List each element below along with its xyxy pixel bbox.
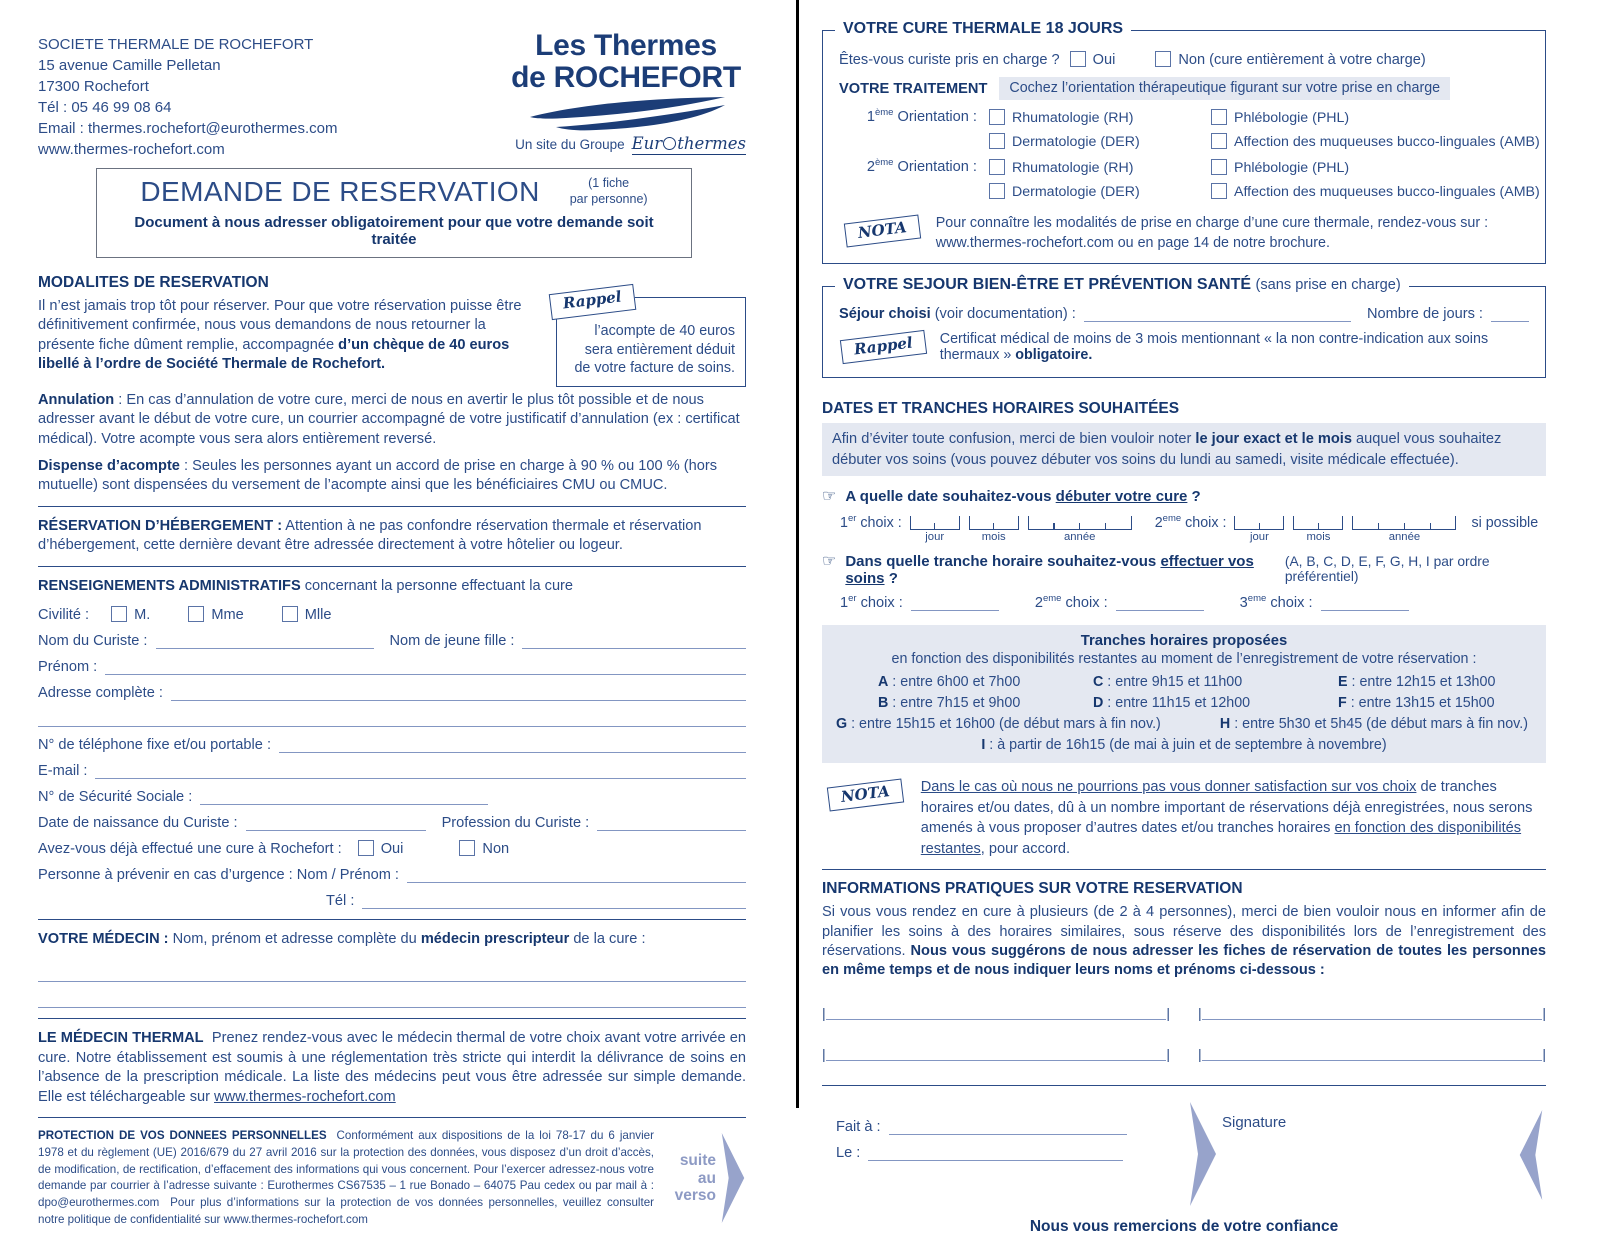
jeune-fille-input-line[interactable] <box>522 632 746 649</box>
rappel2-row <box>839 331 1529 363</box>
charge-non-label: Non (cure entièrement à votre charge) <box>1178 52 1426 68</box>
nota2-row <box>822 777 1546 859</box>
o1-der-label: Dermatologie (DER) <box>1012 133 1140 150</box>
urgence-label: Personne à prévenir en cas d’urgence : Nom / Prénom : <box>38 866 399 883</box>
choix2-jour-field[interactable]: jour <box>1234 513 1284 543</box>
name-input-2[interactable] <box>1202 1003 1543 1020</box>
tranches-horaires-box <box>822 625 1546 763</box>
o1-rh-label: Rhumatologie (RH) <box>1012 109 1134 126</box>
names-row2: | | | | <box>822 1045 1546 1062</box>
company-name: SOCIETE THERMALE DE ROCHEFORT <box>38 36 314 53</box>
rappel-box <box>556 287 746 387</box>
tranche-a: A : entre 6h00 et 7h00 <box>878 674 1021 691</box>
email-input-line[interactable] <box>95 762 746 779</box>
medecin-paragraph: VOTRE MÉDECIN : Nom, prénom et adresse complète du médecin prescripteur de la cure : <box>38 930 646 947</box>
o1-phl-label: Phlébologie (PHL) <box>1234 109 1350 126</box>
urgence-tel-label: Tél : <box>326 892 355 909</box>
nom-label: Nom du Curiste : <box>38 632 148 649</box>
sejour-row <box>839 305 1529 322</box>
rule <box>38 919 746 920</box>
fait-a-input-line[interactable] <box>889 1118 1127 1135</box>
nom-input-line[interactable] <box>156 632 374 649</box>
telephone-row <box>38 736 746 753</box>
infos-paragraph: Si vous vous rendez en cure à plusieurs (de 2 à 4 personnes), merci de bien vouloir nous en informer afin de planifier les soins à des horaires similaires, sous réserve des disponibilités lors de l’enregistrement des réservations. Nous vous suggérons de nous adresser les fiches de réservation de toutes les personnes en même temps et de nous indiquer leurs noms et prénoms ci-dessous : <box>822 904 1546 979</box>
telephone-label: N° de téléphone fixe et/ou portable : <box>38 736 272 753</box>
nota1-text: Pour connaître les modalités de prise en charge d’une cure thermale, rendez-vous sur : www.thermes-rochefort.com ou en page 14 de notre brochure. <box>935 215 1489 252</box>
rappel2-text: Certificat médical de moins de 3 mois mentionnant « la non contre-indication aux soins thermaux » obligatoire. <box>939 331 1489 364</box>
prenom-input-line[interactable] <box>105 658 746 675</box>
nota2-text: Dans le cas où nous ne pourrions pas vous donner satisfaction sur vos choix de tranches horaires et/ou dates, dû à un nombre important de réservations déjà enregistrées, nous serons amenés à vous proposer d’autres dates et/ou tranches horaires en fonction des disponibilités restantes, pour accord. <box>920 779 1533 857</box>
o2-amb-label: Affection des muqueuses bucco-linguales (AMB) <box>1234 183 1540 200</box>
civilite-mme-label: Mme <box>211 606 244 623</box>
cure-thermale-box <box>822 20 1546 264</box>
hebergement-paragraph: RÉSERVATION D’HÉBERGEMENT : Attention à ne pas confondre réservation thermale et réservation d’hébergement, cette dernière devant être adressée directement à votre hôtelier ou logeur. <box>38 517 702 554</box>
tranche-d: D : entre 11h15 et 12h00 <box>1093 695 1251 712</box>
tranche-choix3-input[interactable] <box>1321 594 1409 611</box>
tranches-grid <box>836 674 1532 711</box>
sejour-box-title: VOTRE SEJOUR BIEN-ÊTRE ET PRÉVENTION SANTÉ (sans prise en charge) <box>835 276 1409 294</box>
tranche-g: G : entre 15h15 et 16h00 (de début mars à fin nov.) <box>836 716 1161 733</box>
o2-rh-checkbox[interactable] <box>989 159 1005 175</box>
telephone-input-line[interactable] <box>279 736 746 753</box>
pointing-hand-icon: ☞ <box>822 488 837 506</box>
tranche-choix2-label: 2eme choix : <box>1034 593 1108 612</box>
date-question: A quelle date souhaitez-vous débuter votre cure ? <box>845 488 1201 506</box>
tranches-subtitle: en fonction des disponibilités restantes au moment de l’enregistrement de votre réservation : <box>891 651 1477 668</box>
prise-en-charge-question: Êtes-vous curiste pris en charge ? <box>839 52 1060 68</box>
fait-a-row <box>836 1118 1176 1135</box>
charge-oui-label: Oui <box>1092 52 1116 68</box>
choix2-mois-field[interactable]: mois <box>1293 513 1343 543</box>
infos-heading: INFORMATIONS PRATIQUES SUR VOTRE RESERVATION <box>822 880 1243 898</box>
date-choices-row <box>840 513 1546 543</box>
o2-der-label: Dermatologie (DER) <box>1012 183 1140 200</box>
naissance-row <box>38 814 746 831</box>
profession-input-line[interactable] <box>597 814 746 831</box>
form-subtitle: Document à nous adresser obligatoirement pour que votre demande soit traitée <box>134 214 654 248</box>
sejour-input-line[interactable] <box>1084 305 1351 322</box>
signature-area <box>822 1102 1546 1214</box>
company-address2: 17300 Rochefort <box>38 78 149 95</box>
urgence-input-line[interactable] <box>407 866 746 883</box>
civilite-mme-checkbox[interactable] <box>188 606 204 622</box>
orientation1-label: 1ème Orientation : <box>866 107 977 125</box>
prenom-row <box>38 658 746 675</box>
deja-oui-label: Oui <box>380 840 404 857</box>
name-input-4[interactable] <box>1202 1044 1543 1061</box>
rule <box>38 1117 746 1118</box>
dispense-paragraph: Dispense d’acompte : Seules les personnes ayant un accord de prise en charge à 90 % ou 100 % (hors mutuelle) sont dispensées du versement de l’acompte ainsi que les bénéficiaires CMU ou CMUC. <box>38 457 717 494</box>
orientation2-row <box>839 157 1540 207</box>
deja-cure-label: Avez-vous déjà effectué une cure à Rochefort : <box>38 840 342 857</box>
tranches-gh-row <box>836 716 1532 737</box>
tranche-choices-row <box>840 594 1546 611</box>
secu-input-line[interactable] <box>200 788 488 805</box>
company-website: www.thermes-rochefort.com <box>38 141 225 158</box>
urgence-tel-input-line[interactable] <box>362 892 746 909</box>
profession-label: Profession du Curiste : <box>441 814 590 831</box>
prise-en-charge-row <box>839 51 1529 68</box>
fiche-note: (1 fiche par personne) <box>569 176 648 206</box>
adresse-row <box>38 684 746 701</box>
rule <box>38 506 746 507</box>
group-line <box>506 134 746 155</box>
civilite-label: Civilité : <box>38 606 90 623</box>
orientation2-label: 2ème Orientation : <box>866 157 977 175</box>
modalites-paragraph: Il n’est jamais trop tôt pour réserver. Pour que votre réservation puisse être définitivement confirmée, nous vous demandons de nous retourner la présente fiche dûment remplie, accompagnée d’un chèque de 40 euros libellé à l’ordre de Société Thermale de Rochefort. <box>38 298 522 373</box>
company-phone: Tél : 05 46 99 08 64 <box>38 99 172 116</box>
civilite-mlle-label: Mlle <box>304 606 332 623</box>
tranche-c: C : entre 9h15 et 11h00 <box>1093 674 1243 691</box>
annulation-paragraph: Annulation : En cas d’annulation de votre cure, merci de nous en avertir le plus tôt possible et de nous adresser avant le début de votre cure, un courrier accompagné de votre justificatif d’annulation (ex : certificat médical). Votre acompte vous sera alors entièrement reversé. <box>38 391 740 447</box>
logo <box>506 30 746 160</box>
suite-au-verso-label: suite au verso <box>674 1151 716 1205</box>
tranche-i: I : à partir de 16h15 (de mai à juin et de septembre à novembre) <box>981 737 1387 754</box>
rule <box>38 566 746 567</box>
email-row <box>38 762 746 779</box>
eurothermes-ring-icon <box>663 137 676 150</box>
le-row <box>836 1144 1176 1161</box>
name-input-3[interactable] <box>826 1044 1167 1061</box>
o1-der-checkbox[interactable] <box>989 133 1005 149</box>
urgence-row <box>38 866 746 883</box>
form-title: DEMANDE DE RESERVATION <box>140 176 540 207</box>
tranche-choix3-label: 3eme choix : <box>1239 593 1313 612</box>
deja-non-checkbox[interactable] <box>459 840 475 856</box>
choix2-label: 2eme choix : <box>1154 513 1227 532</box>
rule <box>38 1018 746 1019</box>
tranche-b: B : entre 7h15 et 9h00 <box>878 695 1021 712</box>
deja-oui-checkbox[interactable] <box>358 840 374 856</box>
tranche-f: F : entre 13h15 et 15h00 <box>1338 695 1495 712</box>
o1-amb-label: Affection des muqueuses bucco-linguales (AMB) <box>1234 133 1540 150</box>
pointing-hand-icon: ☞ <box>822 553 837 571</box>
modalites-row <box>38 287 746 387</box>
eurothermes-logo <box>632 134 746 155</box>
next-page-chevron-icon <box>720 1133 746 1223</box>
sejour-bien-etre-box <box>822 276 1546 378</box>
logo-title-line2: de ROCHEFORT <box>511 61 741 95</box>
sejour-label: Séjour choisi (voir documentation) : <box>839 306 1076 323</box>
naissance-input-line[interactable] <box>246 814 426 831</box>
nota1-row <box>839 213 1529 253</box>
o2-amb-checkbox[interactable] <box>1211 183 1227 199</box>
tranches-title: Tranches horaires proposées <box>1080 633 1288 650</box>
choix1-annee-field[interactable]: année <box>1028 513 1132 543</box>
group-site-text: Un site du Groupe <box>515 136 625 152</box>
choix2-annee-field[interactable]: année <box>1352 513 1456 543</box>
si-possible-label: si possible <box>1471 515 1539 532</box>
medecin-line1-row <box>38 965 746 982</box>
secu-label: N° de Sécurité Sociale : <box>38 788 193 805</box>
signature-label: Signature <box>1222 1113 1287 1131</box>
medecin-line2-row <box>38 991 746 1008</box>
page-divider <box>796 0 799 1108</box>
date-question-row <box>822 486 1546 506</box>
civilite-m-checkbox[interactable] <box>111 606 127 622</box>
signature-chevron-icon <box>1188 1102 1218 1206</box>
o2-der-checkbox[interactable] <box>989 183 1005 199</box>
email-label: E-mail : <box>38 762 88 779</box>
medecin-input-line1[interactable] <box>38 965 746 982</box>
urgence-tel-row <box>38 892 746 909</box>
secu-row <box>38 788 746 805</box>
deja-cure-row <box>38 840 746 857</box>
tranche-e: E : entre 12h15 et 13h00 <box>1338 674 1496 691</box>
company-address1: 15 avenue Camille Pelletan <box>38 57 221 74</box>
le-input-line[interactable] <box>868 1144 1123 1161</box>
tranche-question-note: (A, B, C, D, E, F, G, H, I par ordre préférentiel) <box>1284 554 1490 585</box>
traitement-row <box>839 77 1529 100</box>
company-email: Email : thermes.rochefort@eurothermes.com <box>38 120 338 137</box>
tranche-choix1-input[interactable] <box>911 594 999 611</box>
tranche-choix1-label: 1er choix : <box>840 593 903 612</box>
eurothermes-part2: thermes <box>677 133 746 153</box>
rule <box>822 1085 1546 1086</box>
right-page <box>822 20 1546 1236</box>
suite-au-verso <box>666 1133 746 1223</box>
medecin-thermal-paragraph: LE MÉDECIN THERMAL Prenez rendez-vous avec le médecin thermal de votre choix avant votre arrivée en cure. Notre établissement est soumis à une réglementation très stricte qui interdit la délivrance de soins en l’absence de la prescription médicale. La liste des médecins peut vous être adressée sur simple demande. Elle est téléchargeable sur www.thermes-rochefort.com <box>38 1030 746 1105</box>
civilite-m-label: M. <box>134 606 151 623</box>
nota1-tag: NOTA <box>844 215 921 248</box>
adresse-label: Adresse complète : <box>38 684 163 701</box>
dates-heading: DATES ET TRANCHES HORAIRES SOUHAITÉES <box>822 400 1180 418</box>
rappel-tag: Rappel <box>549 284 636 320</box>
left-header <box>38 30 746 160</box>
o2-phl-label: Phlébologie (PHL) <box>1234 159 1350 176</box>
rappel2-tag: Rappel <box>840 330 927 364</box>
jeune-fille-label: Nom de jeune fille : <box>389 632 515 649</box>
adresse-input-line2[interactable] <box>38 710 746 727</box>
naissance-label: Date de naissance du Curiste : <box>38 814 238 831</box>
title-box <box>96 168 692 258</box>
admin-heading: RENSEIGNEMENTS ADMINISTRATIFS concernant la personne effectuant la cure <box>38 577 574 594</box>
choix1-jour-field[interactable]: jour <box>910 513 960 543</box>
adresse-input-line[interactable] <box>171 684 746 701</box>
orientation1-row <box>839 107 1540 157</box>
charge-non-checkbox[interactable] <box>1155 51 1171 67</box>
o1-phl-checkbox[interactable] <box>1211 109 1227 125</box>
tranche-choix2-input[interactable] <box>1116 594 1204 611</box>
left-page <box>38 30 746 1229</box>
protection-row <box>38 1128 746 1229</box>
logo-title-line1: Les Thermes <box>535 29 717 62</box>
prenom-label: Prénom : <box>38 658 98 675</box>
rule <box>822 869 1546 870</box>
civilite-row <box>38 606 746 623</box>
o1-rh-checkbox[interactable] <box>989 109 1005 125</box>
thank-you-text: Nous vous remercions de votre confiance <box>1029 1217 1339 1235</box>
charge-oui-checkbox[interactable] <box>1070 51 1086 67</box>
le-label: Le : <box>836 1144 861 1161</box>
modalites-heading: MODALITES DE RESERVATION <box>38 274 269 291</box>
fait-a-label: Fait à : <box>836 1118 881 1135</box>
nom-row <box>38 632 746 649</box>
tranche-question: Dans quelle tranche horaire souhaitez-vous effectuer vos soins ? <box>845 553 1254 588</box>
rappel-text: l’acompte de 40 euros sera entièrement déduit de votre facture de soins. <box>574 323 735 377</box>
traitement-label: VOTRE TRAITEMENT <box>839 80 988 97</box>
choix1-label: 1er choix : <box>840 513 902 532</box>
company-block <box>38 30 338 160</box>
names-row1: | | | | <box>822 1004 1546 1021</box>
fait-le-block <box>836 1118 1176 1170</box>
sejour-box-title-note: (sans prise en charge) <box>1255 277 1401 294</box>
tranche-h: H : entre 5h30 et 5h45 (de début mars à fin nov.) <box>1219 716 1528 733</box>
dates-intro: Afin d’éviter toute confusion, merci de bien vouloir noter le jour exact et le mois auquel vous souhaitez débuter vos soins (vous pouvez débuter vos soins du lundi au samedi, visite médicale effectuée). <box>822 423 1546 476</box>
civilite-mlle-checkbox[interactable] <box>282 606 298 622</box>
medecin-input-line2[interactable] <box>38 991 746 1008</box>
o1-amb-checkbox[interactable] <box>1211 133 1227 149</box>
nota2-tag: NOTA <box>827 779 904 812</box>
name-input-1[interactable] <box>826 1003 1167 1020</box>
adresse-row2 <box>38 710 746 727</box>
cure-box-title: VOTRE CURE THERMALE 18 JOURS <box>835 20 1131 38</box>
eurothermes-part1: Eur <box>631 133 663 153</box>
tranche-question-row <box>822 551 1546 587</box>
choix1-mois-field[interactable]: mois <box>969 513 1019 543</box>
logo-wave-icon <box>524 96 729 130</box>
protection-paragraph: PROTECTION DE VOS DONNEES PERSONNELLES Conformément aux dispositions de la loi 78-17 du 6 janvier 1978 et du règlement (UE) 2016/679 du 27 avril 2016 sur la protection des données, vous disposez d’un droit d’accès, de modification, de rectification, d’effacement des informations qui vous concernent. Pour l’exercer adressez-nous votre demande par courrier à l’adresse suivante : Eurothermes CS67535 – 1 rue Bonado – 64075 Pau cedex ou par mail à : dpo@eurothermes.com Pour plus d’informations sur la protection de vos données personnelles, veuillez consulter notre politique de confidentialité sur www.thermes-rochefort.com <box>38 1129 654 1226</box>
traitement-instruction: Cochez l’orientation thérapeutique figurant sur votre prise en charge <box>999 77 1450 100</box>
deja-non-label: Non <box>482 840 510 857</box>
o2-phl-checkbox[interactable] <box>1211 159 1227 175</box>
o2-rh-label: Rhumatologie (RH) <box>1012 159 1134 176</box>
right-edge-chevron-icon <box>1516 1110 1546 1200</box>
nb-jours-input-line[interactable] <box>1491 305 1529 322</box>
nb-jours-label: Nombre de jours : <box>1367 306 1483 323</box>
